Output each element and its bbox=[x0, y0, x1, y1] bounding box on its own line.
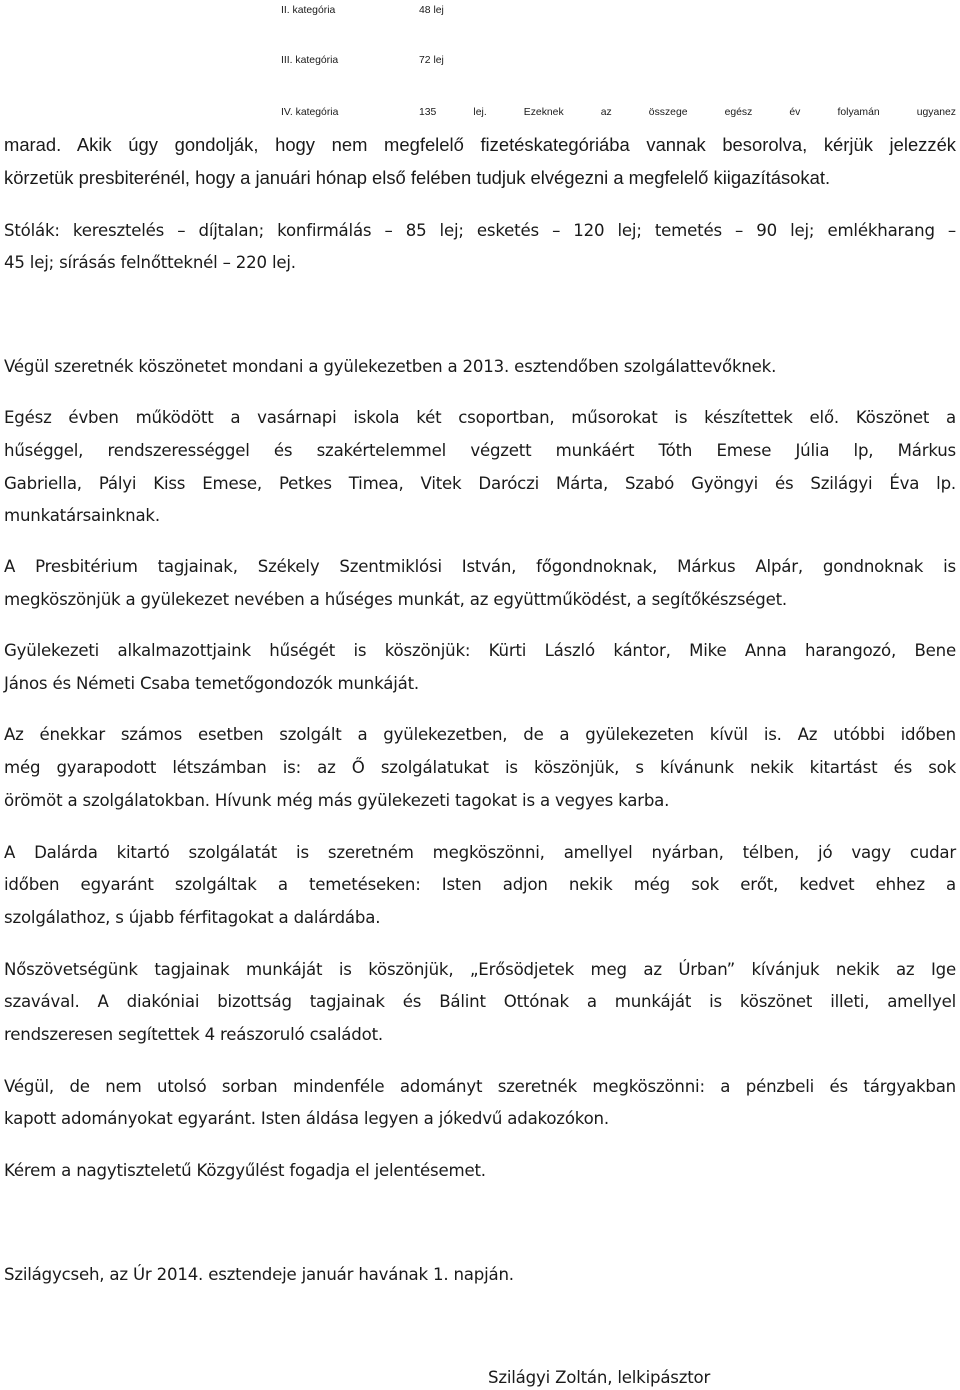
category-value: 135 lej. Ezeknek az összege egész év folyamán ugyanez bbox=[419, 107, 956, 118]
paragraph-line: 45 lej; sírásás felnőtteknél – 220 lej. bbox=[4, 253, 296, 272]
paragraph-line: rendszeresen segítettek 4 reászoruló családot. bbox=[4, 1025, 383, 1044]
paragraph-line: megköszönjük a gyülekezet nevében a hűséges munkát, az együttműködést, a segítőkészséget. bbox=[4, 590, 787, 609]
paragraph-line: időben egyaránt szolgáltak a temetéseken: Isten adjon nekik még sok erőt, kedvet ehhez a bbox=[4, 875, 956, 894]
paragraph-line: körzetük presbiterénél, hogy a januári hónap első felében tudjuk elvégezni a megfelelő kiigazításokat. bbox=[4, 167, 831, 188]
paragraph-line: marad. Akik úgy gondolják, hogy nem megfelelő fizetéskategóriába vannak besorolva, kérjük jelezzék bbox=[4, 134, 956, 155]
paragraph-line: kapott adományokat egyaránt. Isten áldása legyen a jókedvű adakozókon. bbox=[4, 1109, 609, 1128]
paragraph-line: még gyarapodott létszámban is: az Ő szolgálatukat is köszönjük, s kívánunk nekik kitartást és sok bbox=[4, 758, 956, 777]
paragraph-line: A Dalárda kitartó szolgálatát is szeretném megköszönni, amellyel nyárban, télben, jó vagy cudar bbox=[4, 843, 956, 862]
category-value: 72 lej bbox=[419, 55, 444, 66]
paragraph-line: Gyülekezeti alkalmazottjaink hűségét is köszönjük: Kürti László kántor, Mike Anna harangozó, Bene bbox=[4, 641, 956, 660]
paragraph-line: János és Németi Csaba temetőgondozók munkáját. bbox=[4, 674, 419, 693]
category-label: IV. kategória bbox=[281, 107, 339, 118]
paragraph-line: Gabriella, Pályi Kiss Emese, Petkes Timea, Vitek Daróczi Márta, Szabó Gyöngyi és Szilágyi Éva lp. bbox=[4, 474, 956, 493]
signature: Szilágyi Zoltán, lelkipásztor bbox=[488, 1368, 711, 1387]
category-label: III. kategória bbox=[281, 55, 339, 66]
paragraph-line: A Presbitérium tagjainak, Székely Szentmiklósi István, főgondnoknak, Márkus Alpár, gondnoknak is bbox=[4, 557, 956, 576]
paragraph-line: Nőszövetségünk tagjainak munkáját is köszönjük, „Erősödjetek meg az Úrban” kívánjuk nekik az Ige bbox=[4, 960, 956, 979]
category-label: II. kategória bbox=[281, 5, 336, 16]
paragraph-line: Egész évben működött a vasárnapi iskola két csoportban, műsorokat is készítettek elő. Köszönet a bbox=[4, 408, 956, 427]
paragraph-line: Stólák: keresztelés – díjtalan; konfirmálás – 85 lej; esketés – 120 lej; temetés – 90 lej; emlékharang – bbox=[4, 221, 956, 240]
paragraph-line: szavával. A diakóniai bizottság tagjainak és Bálint Ottónak a munkáját is köszönet illeti, amellyel bbox=[4, 992, 956, 1011]
dateline: Szilágycseh, az Úr 2014. esztendeje január havának 1. napján. bbox=[4, 1265, 514, 1284]
paragraph-line: Az énekkar számos esetben szolgált a gyülekezetben, de a gyülekezeten kívül is. Az utóbbi időben bbox=[4, 725, 956, 744]
paragraph-line: szolgálathoz, s újabb férfitagokat a dalárdába. bbox=[4, 908, 381, 927]
paragraph-line: örömöt a szolgálatokban. Hívunk még más gyülekezeti tagokat is a vegyes karba. bbox=[4, 791, 670, 810]
category-value: 48 lej bbox=[419, 5, 444, 16]
paragraph-line: hűséggel, rendszerességgel és szakértelemmel végzett munkáért Tóth Emese Júlia lp, Márkus bbox=[4, 441, 956, 460]
paragraph-line: Végül, de nem utolsó sorban mindenféle adományt szeretnék megköszönni: a pénzbeli és tárgyakban bbox=[4, 1077, 956, 1096]
paragraph-line: Kérem a nagytiszteletű Közgyűlést fogadja el jelentésemet. bbox=[4, 1161, 486, 1180]
paragraph-line: Végül szeretnék köszönetet mondani a gyülekezetben a 2013. esztendőben szolgálattevőknek. bbox=[4, 357, 777, 376]
paragraph-line: munkatársainknak. bbox=[4, 506, 160, 525]
